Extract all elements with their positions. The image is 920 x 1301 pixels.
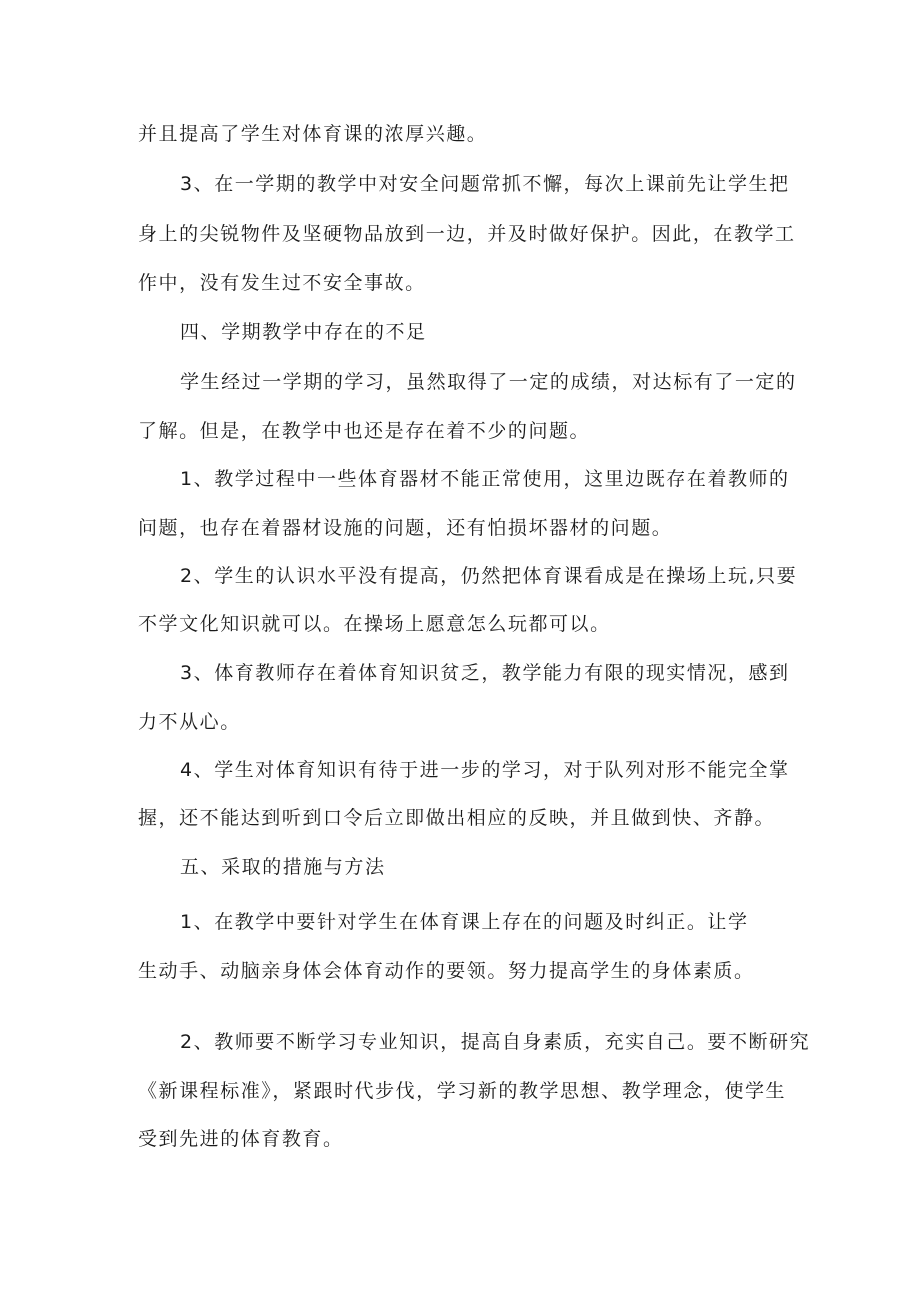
- text-line-19: 2、教师要不断学习专业知识，提高自身素质，充实自己。要不断研究: [180, 1031, 811, 1053]
- text-line-17: 1、在教学中要针对学生在体育课上存在的问题及时纠正。让学: [180, 911, 749, 933]
- text-line-11: 不学文化知识就可以。在操场上愿意怎么玩都可以。: [138, 613, 611, 635]
- section-heading-4: 四、学期教学中存在的不足: [180, 321, 427, 343]
- text-line-2: 3、在一学期的教学中对安全问题常抓不懈，每次上课前先让学生把: [180, 173, 790, 195]
- text-line-9: 问题，也存在着器材设施的问题，还有怕损坏器材的问题。: [138, 517, 673, 539]
- text-line-15: 握，还不能达到听到口令后立即做出相应的反映，并且做到快、齐静。: [138, 807, 776, 829]
- text-line-6: 学生经过一学期的学习，虽然取得了一定的成绩，对达标有了一定的: [180, 371, 797, 393]
- text-line-4: 作中，没有发生过不安全事故。: [138, 272, 426, 294]
- text-line-12: 3、体育教师存在着体育知识贫乏，教学能力有限的现实情况，感到: [180, 662, 790, 684]
- text-line-14: 4、学生对体育知识有待于进一步的学习，对于队列对形不能完全掌: [180, 759, 790, 781]
- text-line-13: 力不从心。: [138, 711, 241, 733]
- text-line-10: 2、学生的认识水平没有提高，仍然把体育课看成是在操场上玩,只要: [180, 565, 798, 587]
- text-line-18: 生动手、动脑亲身体会体育动作的要领。努力提高学生的身体素质。: [138, 960, 755, 982]
- section-heading-5: 五、采取的措施与方法: [180, 856, 386, 878]
- text-line-20: 《新课程标准》，紧跟时代步伐，学习新的教学思想、教学理念，使学生: [138, 1080, 787, 1102]
- text-line-8: 1、教学过程中一些体育器材不能正常使用，这里边既存在着教师的: [180, 468, 790, 490]
- text-line-21: 受到先进的体育教育。: [138, 1128, 344, 1150]
- text-line-7: 了解。但是，在教学中也还是存在着不少的问题。: [138, 420, 591, 442]
- text-line-3: 身上的尖锐物件及坚硬物品放到一边，并及时做好保护。因此，在教学工: [138, 223, 796, 245]
- text-line-1: 并且提高了学生对体育课的浓厚兴趣。: [138, 123, 488, 145]
